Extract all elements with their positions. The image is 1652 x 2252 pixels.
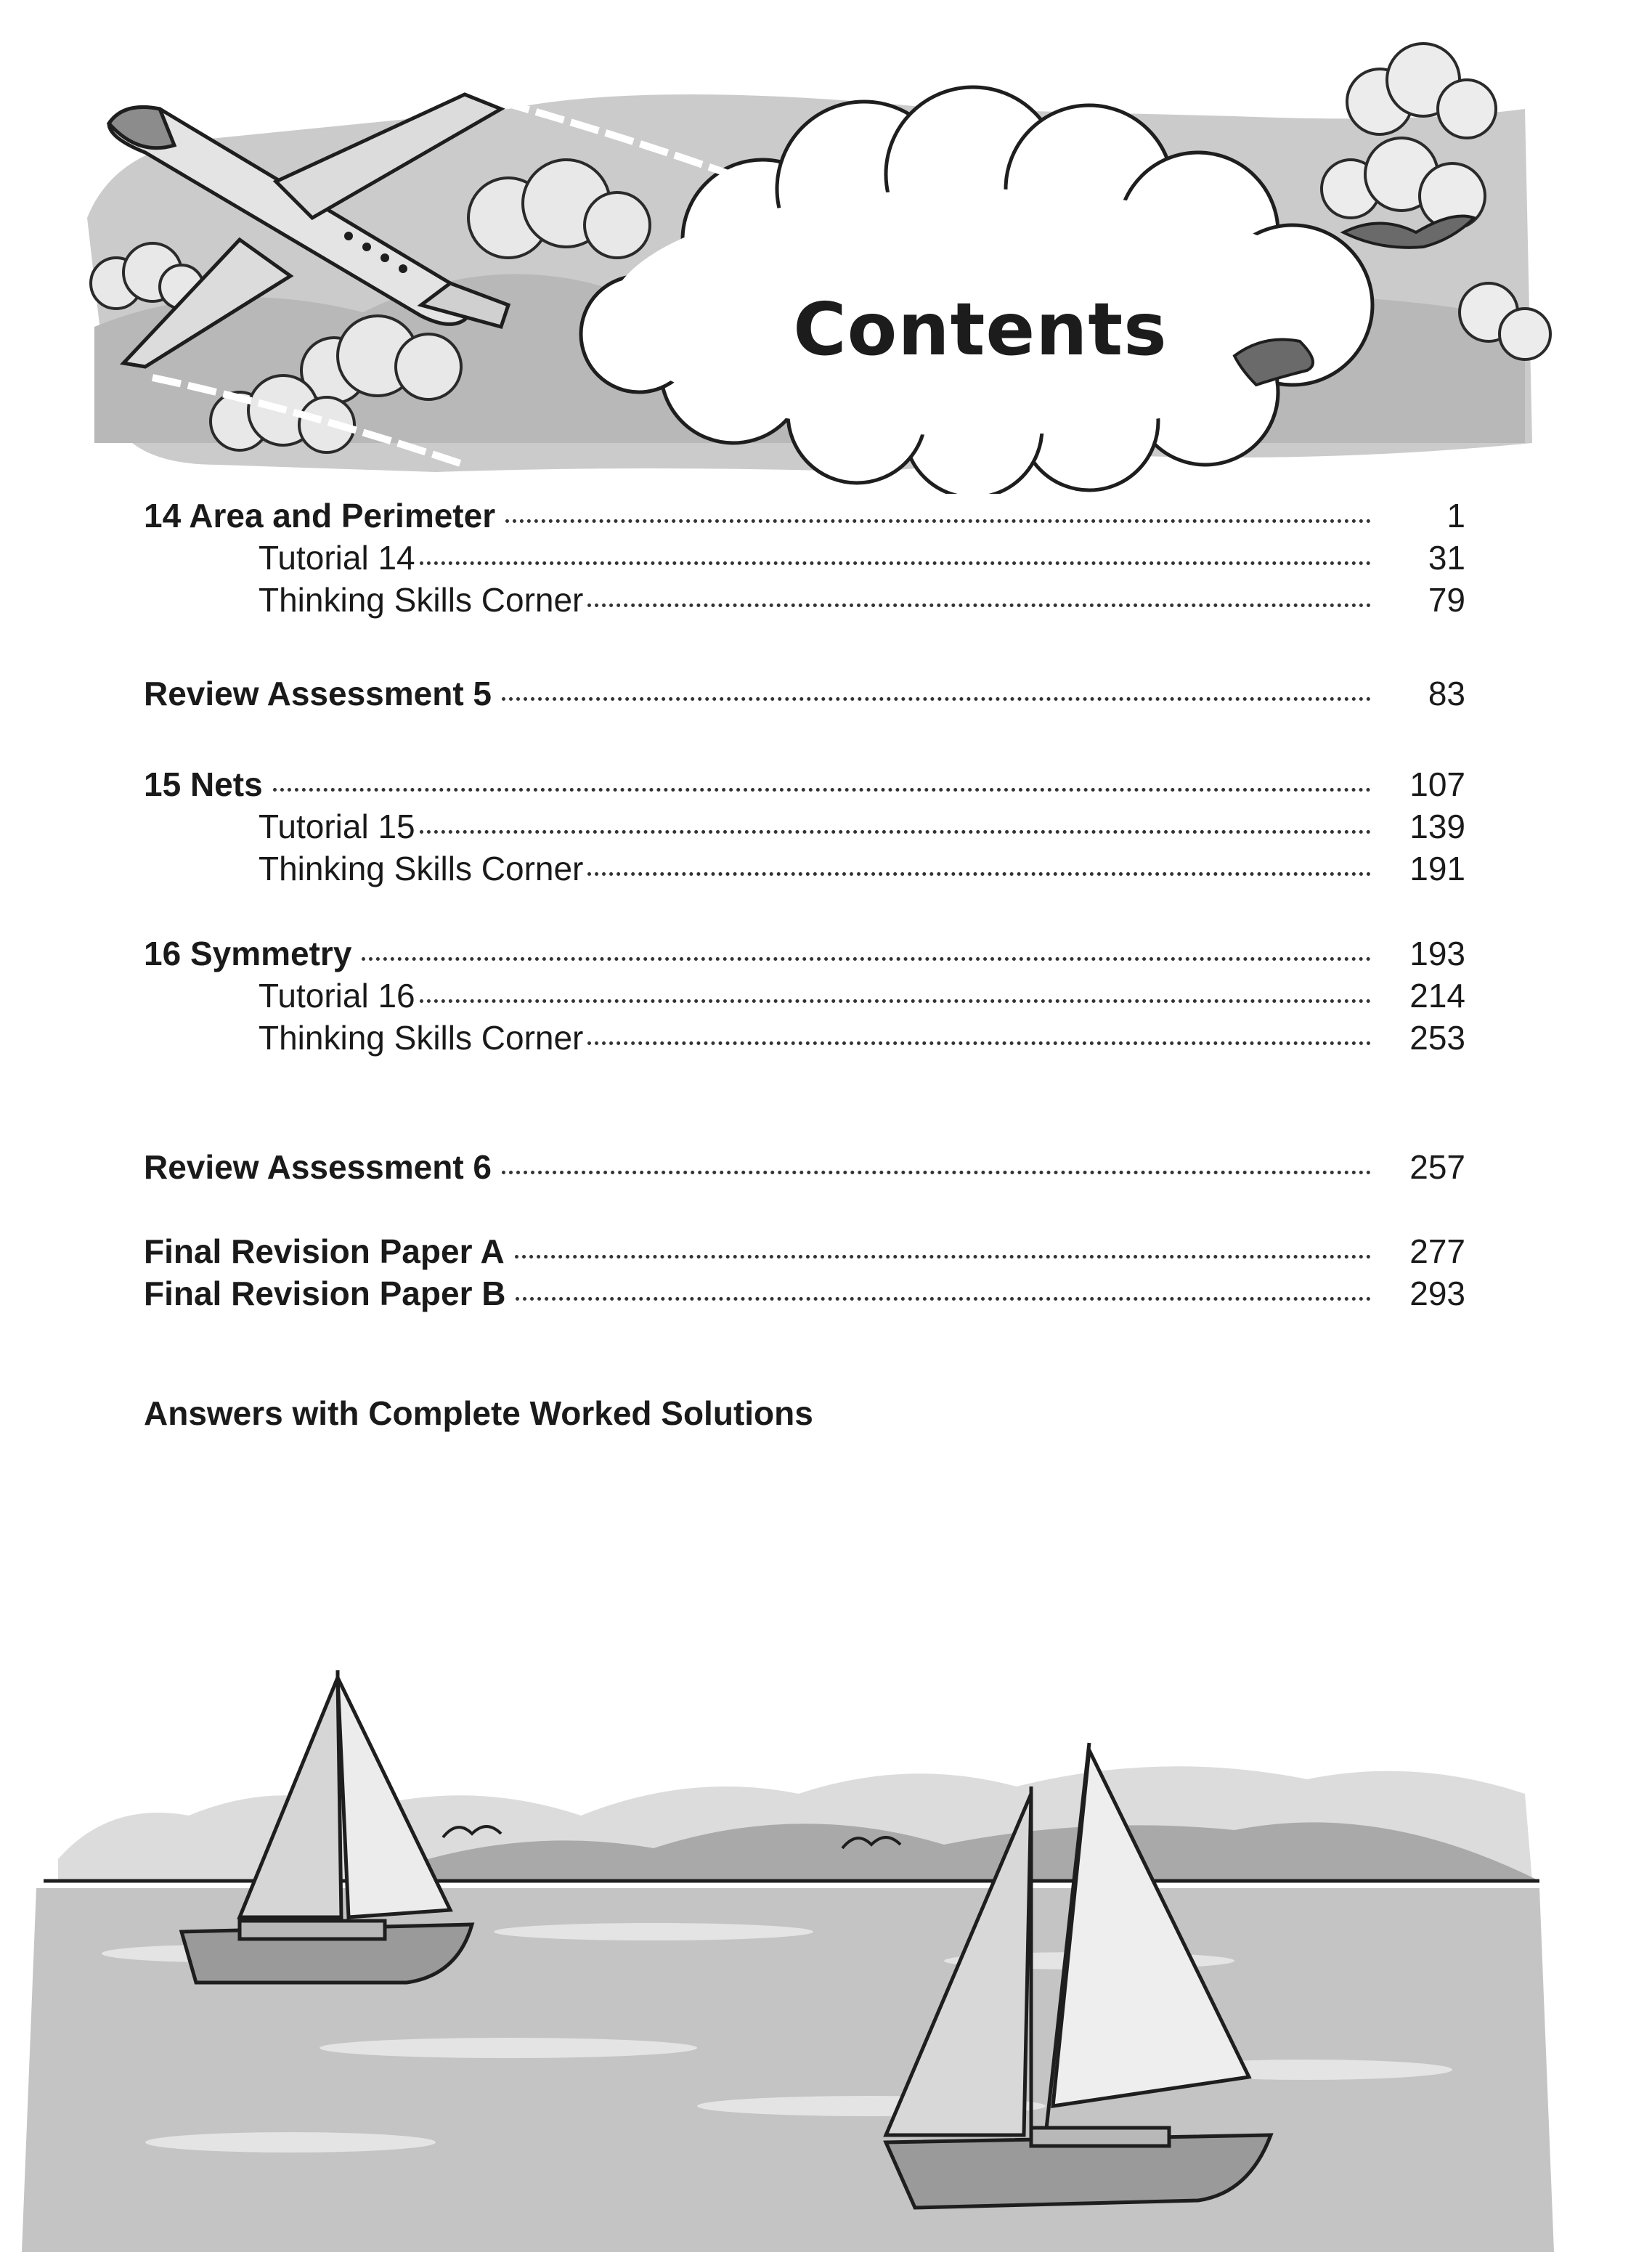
toc-entry-label: Thinking Skills Corner [259,1019,584,1057]
dot-leader [515,1255,1371,1259]
dot-leader [505,519,1371,523]
header-illustration [0,0,1652,494]
toc-entry-label: Answers with Complete Worked Solutions [144,1394,813,1432]
dot-leader [502,697,1371,701]
toc-entry-page: 191 [1409,850,1465,887]
dot-leader [516,1297,1371,1301]
dot-leader [420,561,1371,565]
dot-leader [362,957,1371,961]
toc-entry-label: Review Assessment 6 [144,1148,492,1186]
toc-entry-label: Final Revision Paper B [144,1275,506,1312]
toc-entry-label: Tutorial 14 [259,539,415,577]
toc-entry[interactable] [144,1391,1465,1435]
toc-entry-label: 16 Symmetry [144,935,352,972]
toc-entry-label: Thinking Skills Corner [259,581,584,619]
toc-entry-page: 257 [1409,1148,1465,1186]
toc-entry-page: 83 [1428,675,1465,712]
dot-leader [273,788,1371,792]
toc-entry[interactable] [144,847,1465,890]
dot-leader [420,830,1371,834]
toc-entry-label: 15 Nets [144,765,263,803]
toc-entry-page: 277 [1409,1232,1465,1270]
toc-entry[interactable] [144,1272,1465,1315]
toc-entry-page: 107 [1409,765,1465,803]
toc-entry[interactable] [144,1229,1465,1273]
dot-leader [587,872,1371,876]
toc-entry[interactable] [144,536,1465,580]
toc-entry[interactable] [144,1145,1465,1189]
toc-entry[interactable] [144,763,1465,806]
dot-leader [587,603,1371,607]
toc-entry[interactable] [144,805,1465,848]
toc-entry[interactable] [144,974,1465,1017]
toc-entry-page: 214 [1409,977,1465,1015]
dot-leader [502,1171,1371,1174]
toc-entry-page: 79 [1428,581,1465,619]
toc-entry-label: Tutorial 16 [259,977,415,1015]
toc-entry-label: Review Assessment 5 [144,675,492,712]
page-title: Contents [793,287,1168,372]
toc-entry-page: 193 [1409,935,1465,972]
toc-entry-page: 293 [1409,1275,1465,1312]
toc-entry-label: 14 Area and Perimeter [144,497,496,534]
toc-entry-page: 139 [1409,808,1465,845]
toc-entry-page: 253 [1409,1019,1465,1057]
dot-leader [420,999,1371,1003]
toc-entry-page: 1 [1446,497,1465,534]
toc-entry[interactable] [144,494,1465,537]
toc-entry[interactable] [144,672,1465,715]
toc-entry-label: Final Revision Paper A [144,1232,505,1270]
toc-entry-page: 31 [1428,539,1465,577]
footer-illustration [0,1656,1652,2252]
toc-entry[interactable] [144,1016,1465,1060]
toc-entry[interactable] [144,932,1465,975]
toc-entry-label: Tutorial 15 [259,808,415,845]
dot-leader [587,1041,1371,1045]
toc-entry[interactable] [144,578,1465,622]
toc-entry-label: Thinking Skills Corner [259,850,584,887]
